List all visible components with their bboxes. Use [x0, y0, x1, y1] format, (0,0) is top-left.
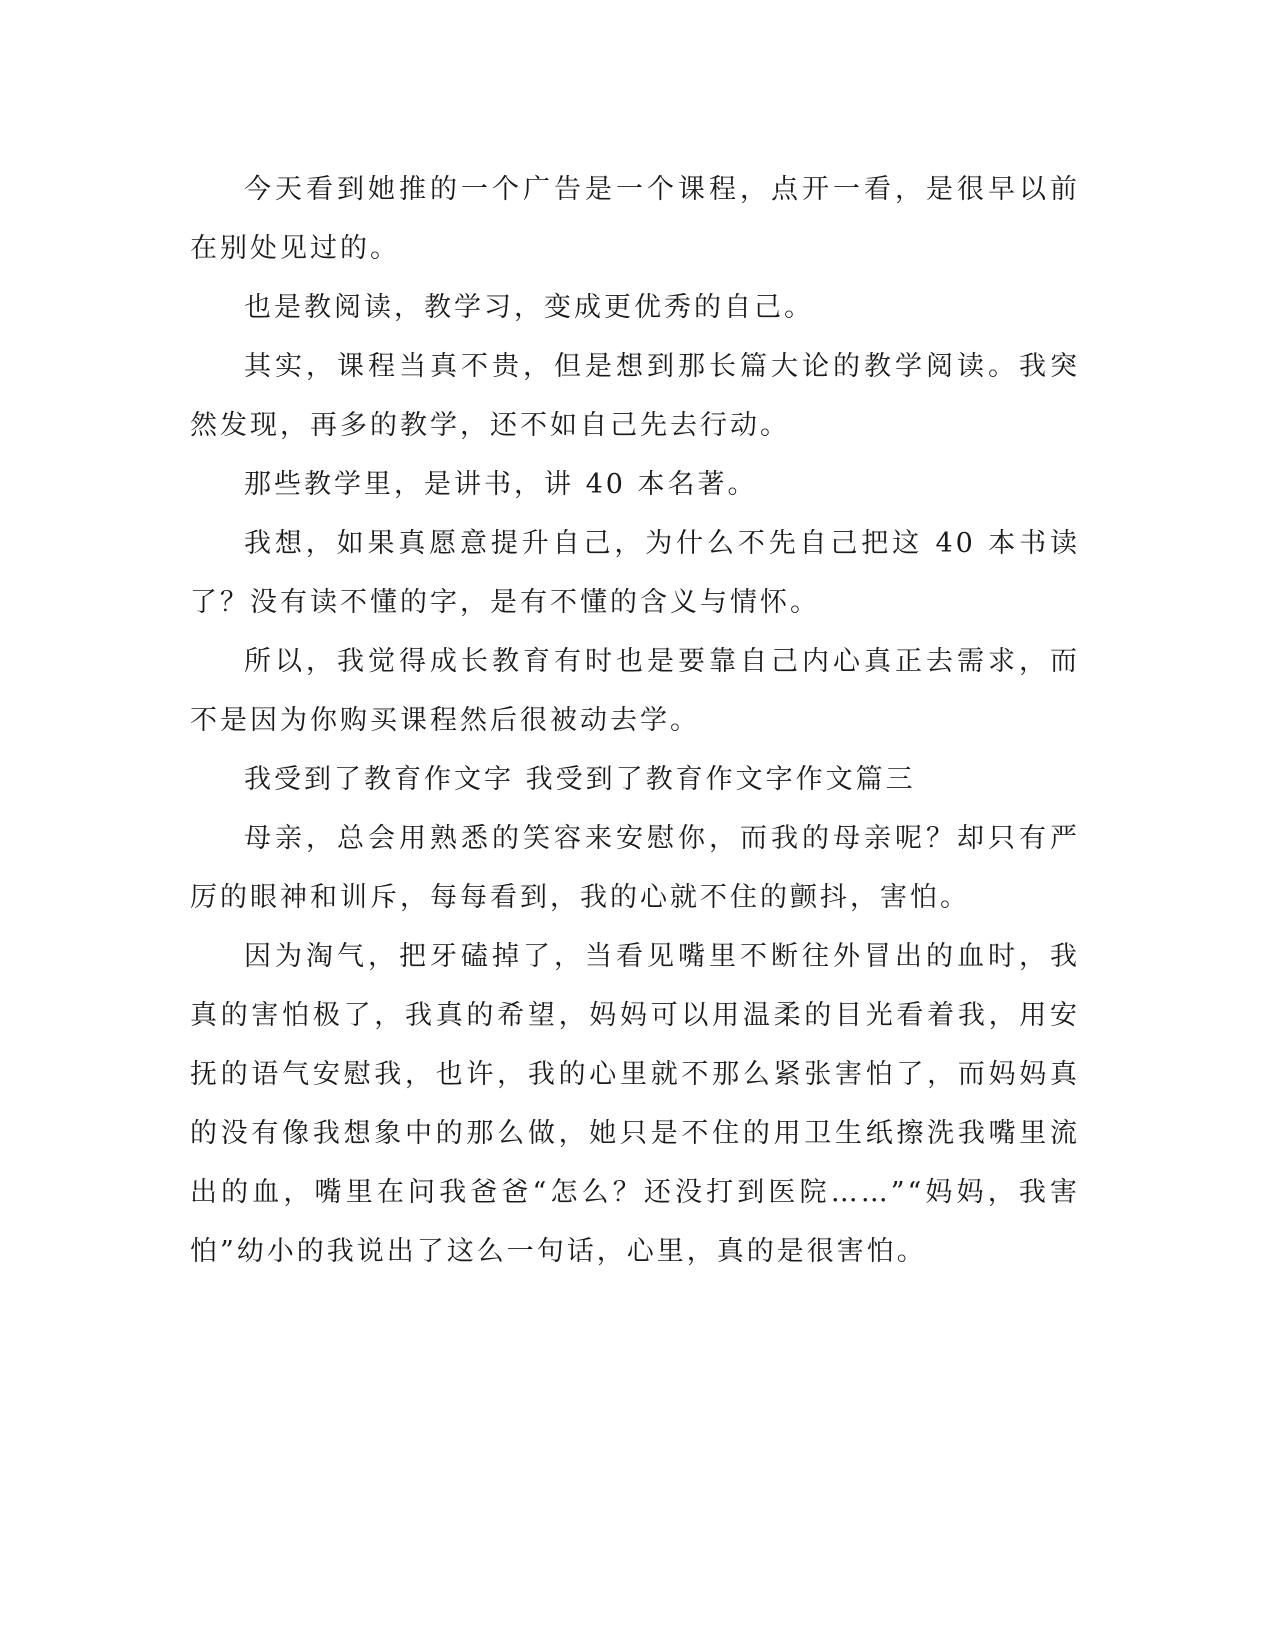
- section-heading: 我受到了教育作文字 我受到了教育作文字作文篇三: [244, 764, 916, 795]
- paragraph: 今天看到她推的一个广告是一个课程，点开一看，是很早以前在别处见过的。: [190, 174, 1080, 264]
- paragraph: 也是教阅读，教学习，变成更优秀的自己。: [244, 292, 814, 323]
- paragraph: 因为淘气，把牙磕掉了，当看见嘴里不断往外冒出的血时，我真的害怕极了，我真的希望，妈妈可以用温柔的目光看着我，用安抚的语气安慰我，也许，我的心里就不那么紧张害怕了，而妈妈真的没有像我想象中的那么做，她只是不住的用卫生纸擦洗我嘴里流出的血，嘴里在问我爸爸“怎么？还没打到医院……”“妈妈，我害怕”幼小的我说出了这么一句话，心里，真的是很害怕。: [190, 941, 1080, 1267]
- paragraph: 其实，课程当真不贵，但是想到那长篇大论的教学阅读。我突然发现，再多的教学，还不如自己先去行动。: [190, 351, 1080, 441]
- paragraph: 那些教学里，是讲书，讲 40 本名著。: [244, 469, 758, 500]
- paragraph: 我想，如果真愿意提升自己，为什么不先自己把这 40 本书读了？没有读不懂的字，是有不懂的含义与情怀。: [190, 528, 1080, 618]
- document-body: [190, 160, 1080, 1281]
- paragraph: 母亲，总会用熟悉的笑容来安慰你，而我的母亲呢？却只有严厉的眼神和训斥，每每看到，我的心就不住的颤抖，害怕。: [190, 823, 1080, 913]
- paragraph: 所以，我觉得成长教育有时也是要靠自己内心真正去需求，而不是因为你购买课程然后很被动去学。: [190, 646, 1080, 736]
